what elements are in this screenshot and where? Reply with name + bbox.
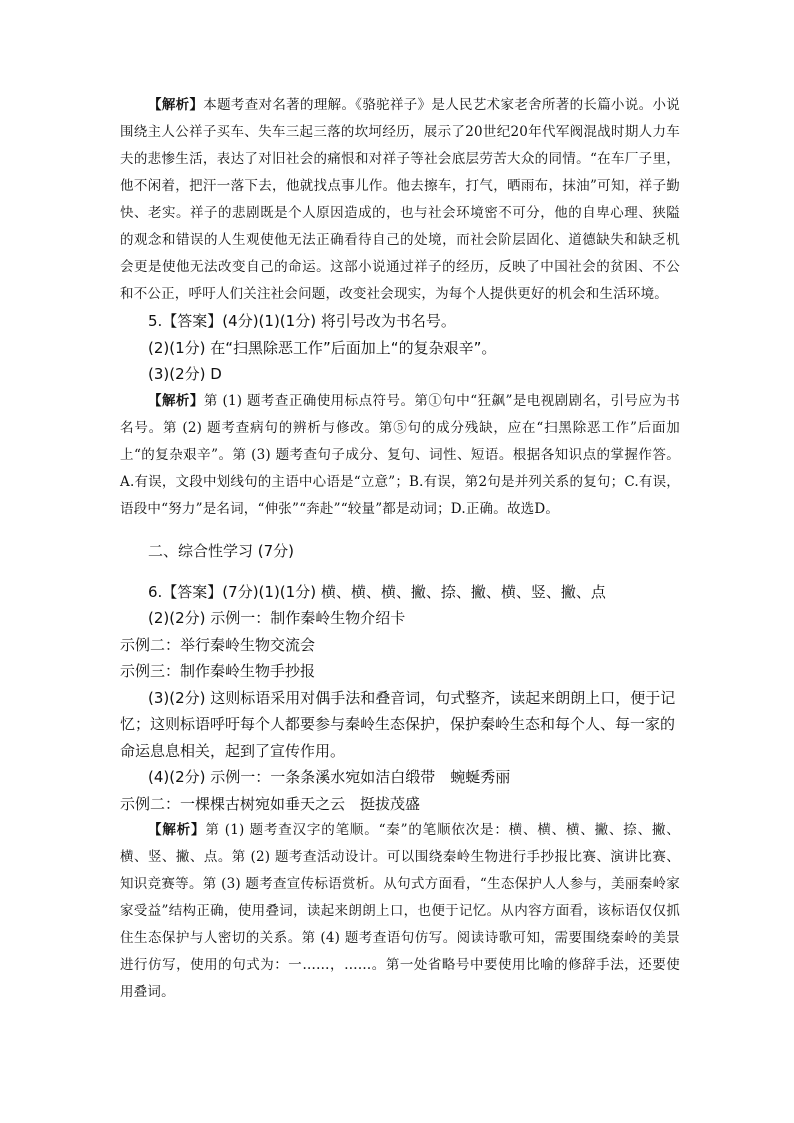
analysis-block-q5 bbox=[120, 388, 680, 523]
q6-answer-line5: (3)(2分) 这则标语采用对偶手法和叠音词，句式整齐，读起来朗朗上口，便于记忆；这则标语呼吁每个人都要参与秦岭生态保护，保护秦岭生态和每个人、每一家的命运息息相关，起到了宣传作用。 bbox=[120, 688, 676, 760]
analysis-tag: 【解析】 bbox=[148, 822, 206, 838]
analysis-block-q6 bbox=[120, 817, 680, 1006]
q6-answer-line4: 示例三：制作秦岭生物手抄报 bbox=[120, 662, 316, 680]
q6-answer-line6: (4)(2分) 示例一：一条条溪水宛如洁白缎带 蜿蜒秀丽 bbox=[148, 768, 511, 786]
q6-answer-line2: (2)(2分) 示例一：制作秦岭生物介绍卡 bbox=[148, 609, 406, 627]
analysis-block-q4 bbox=[120, 92, 680, 308]
q6-answer-line7: 示例二：一棵棵古树宛如垂天之云 挺拔茂盛 bbox=[120, 794, 421, 813]
analysis-text: 第 (1) 题考查汉字的笔顺。“秦”的笔顺依次是：横、横、横、撇、捺、撇、横、竖、撇、点。第 (2) 题考查活动设计。可以围绕秦岭生物进行手抄报比赛、演讲比赛、知识竞赛等。第 (3) 题考查宣传标语赏析。从句式方面看，“生态保护人人参与，美丽秦岭家家受益”结构正确，使用叠词，读起来朗朗上口，也便于记忆。从内容方面看，该标语仅仅抓住生态保护与人密切的关系。第 (4) 题考查语句仿写。阅读诗歌可知，需要围绕秦岭的美景进行仿写，使用的句式为：一……，……。第一处省略号中要使用比喻的修辞手法，还要使用叠词。 bbox=[120, 822, 680, 1000]
q6-answer-line3: 示例二：举行秦岭生物交流会 bbox=[120, 635, 316, 654]
section-title: 二、综合性学习 (7分) bbox=[148, 541, 295, 560]
document-page bbox=[120, 92, 680, 1006]
analysis-text: 第 (1) 题考查正确使用标点符号。第①句中“狂飙”是电视剧剧名，引号应为书名号。第 (2) 题考查病句的辨析与修改。第⑤句的成分残缺，应在“扫黑除恶工作”后面加上“的复杂艰辛”。第 (3) 题考查句子成分、复句、词性、短语。根据各知识点的掌握作答。A.有误，文段中划线句的主语中心语是“立意”；B.有误，第2句是并列关系的复句；C.有误，语段中“努力”是名词，“伸张”“奔赴”“较量”都是动词；D.正确。故选D。 bbox=[120, 392, 680, 517]
analysis-text: 本题考查对名著的理解。《骆驼祥子》是人民艺术家老舍所著的长篇小说。小说围绕主人公祥子买车、失车三起三落的坎坷经历，展示了20世纪20年代军阀混战时期人力车夫的悲惨生活，表达了对旧社会的痛恨和对祥子等社会底层劳苦大众的同情。“在车厂子里，他不闲着，把汗一落下去，他就找点事儿作。他去擦车，打气，晒雨布，抹油”可知，祥子勤快、老实。祥子的悲剧既是个人原因造成的，也与社会环境密不可分，他的自卑心理、狭隘的观念和错误的人生观使他无法正确看待自己的处境，而社会阶层固化、道德缺失和缺乏机会更是使他无法改变自己的命运。这部小说通过祥子的经历，反映了中国社会的贫困、不公和不公正，呼吁人们关注社会问题，改变社会现实，为每个人提供更好的机会和生活环境。 bbox=[120, 97, 681, 302]
q5-answer-line2: (2)(1分) 在“扫黑除恶工作”后面加上“的复杂艰辛”。 bbox=[148, 338, 497, 357]
q6-answer-line1: 6.【答案】(7分)(1)(1分) 横、横、横、撇、捺、撇、横、竖、撇、点 bbox=[148, 582, 606, 601]
q5-answer-line3: (3)(2分) D bbox=[148, 365, 222, 383]
analysis-tag: 【解析】 bbox=[148, 392, 204, 409]
q5-answer-line1: 5.【答案】(4分)(1)(1分) 将引号改为书名号。 bbox=[148, 312, 456, 330]
analysis-tag: 【解析】 bbox=[148, 97, 204, 113]
